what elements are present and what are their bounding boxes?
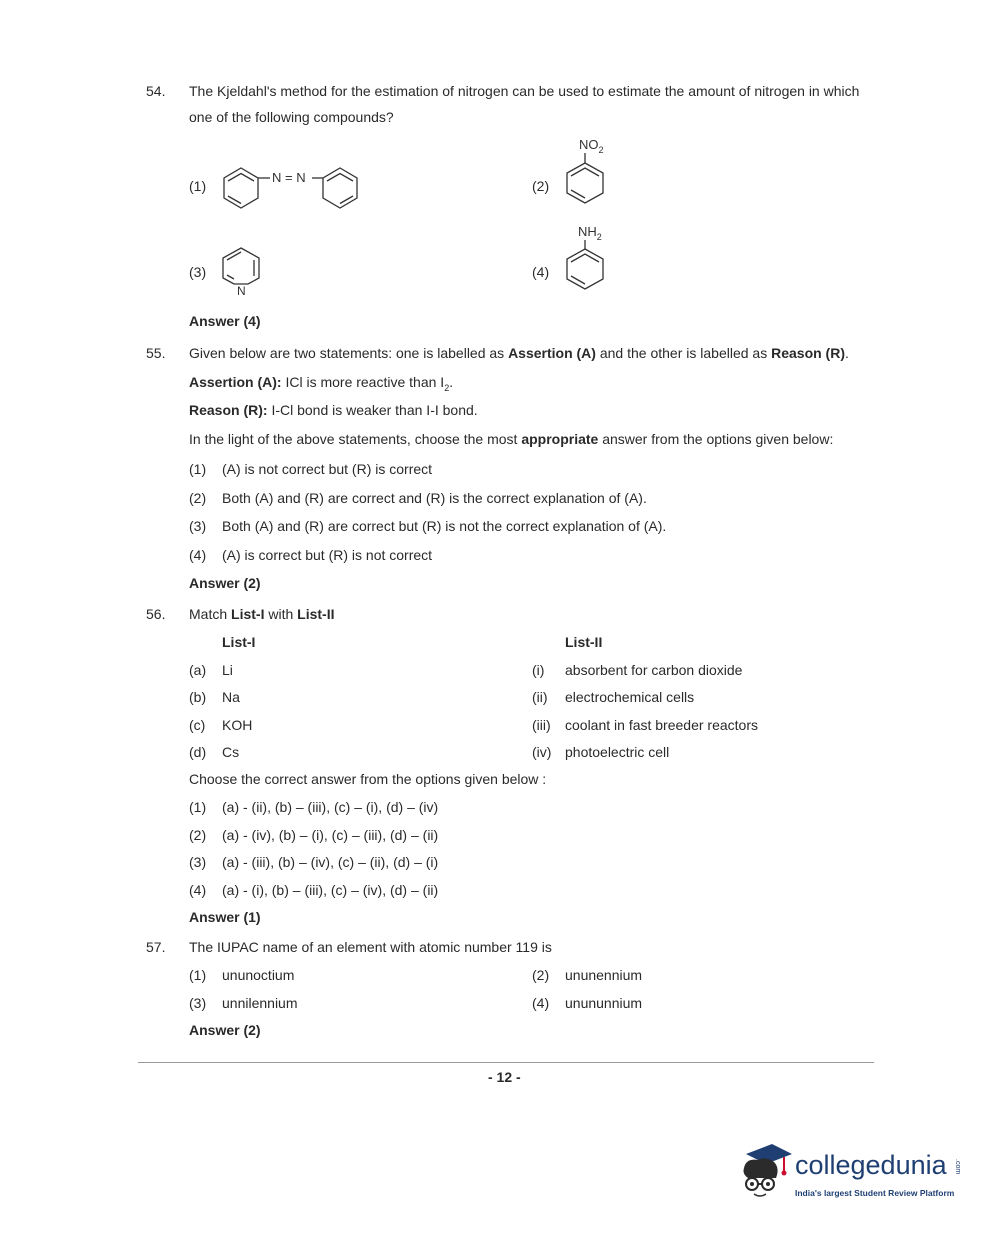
list1-header: List-I: [222, 634, 256, 650]
list2-item-iii-number: (iii): [532, 717, 551, 733]
q55-option-2-number: (2): [189, 490, 207, 506]
q55-answer: Answer (2): [189, 575, 261, 591]
list1-item-d-text: Cs: [222, 744, 240, 760]
q57-answer: Answer (2): [189, 1022, 261, 1038]
list1-item-d-number: (d): [189, 744, 207, 760]
q55-choose-a: In the light of the above statements, choose the most: [189, 431, 522, 447]
q56-intro-list2: List-II: [297, 606, 335, 622]
collegedunia-logo-icon: [736, 1138, 798, 1200]
q56-option-1-text: (a) - (ii), (b) – (iii), (c) – (i), (d) – (iv): [222, 799, 439, 815]
q55-choose-c: answer from the options given below:: [598, 431, 834, 447]
page-number: - 12 -: [488, 1069, 521, 1085]
no2-subscript: 2: [598, 145, 604, 155]
q57-option-1-text: ununoctium: [222, 967, 295, 983]
q56-option-2-number: (2): [189, 827, 207, 843]
q56-option-4-text: (a) - (i), (b) – (iii), (c) – (iv), (d) – (ii): [222, 882, 439, 898]
q55-choose-appropriate: appropriate: [521, 431, 599, 447]
q55-option-1-text: (A) is not correct but (R) is correct: [222, 461, 433, 477]
list2-item-iii-text: coolant in fast breeder reactors: [565, 717, 758, 733]
list2-item-i-number: (i): [532, 662, 545, 678]
list1-item-b-number: (b): [189, 689, 207, 705]
q54-line-2: one of the following compounds?: [189, 109, 394, 125]
pyridine-nitrogen: N: [237, 284, 246, 298]
list2-header: List-II: [565, 634, 603, 650]
q54-option-4-label: (4): [532, 264, 550, 280]
aniline-structure: [560, 220, 620, 296]
list2-item-ii-text: electrochemical cells: [565, 689, 695, 705]
nh2-label: NH: [578, 224, 597, 239]
q57-question: The IUPAC name of an element with atomic number 119 is: [189, 939, 552, 955]
list1-item-b-text: Na: [222, 689, 240, 705]
question-number-55: 55.: [146, 345, 166, 361]
q57-option-3-number: (3): [189, 995, 207, 1011]
q56-intro-c: with: [264, 606, 298, 622]
q55-option-3-number: (3): [189, 518, 207, 534]
assertion-label: Assertion (A):: [189, 374, 282, 390]
list2-item-i-text: absorbent for carbon dioxide: [565, 662, 743, 678]
q56-option-3-text: (a) - (iii), (b) – (iv), (c) – (ii), (d) – (i): [222, 854, 439, 870]
q56-option-4-number: (4): [189, 882, 207, 898]
q56-intro-list1: List-I: [231, 606, 265, 622]
brand-suffix: .com: [954, 1159, 961, 1175]
question-number-54: 54.: [146, 83, 166, 99]
nh2-subscript: 2: [596, 232, 602, 242]
brand-tagline: India's largest Student Review Platform: [795, 1188, 955, 1198]
list2-item-iv-text: photoelectric cell: [565, 744, 670, 760]
list1-item-c-number: (c): [189, 717, 206, 733]
q55-intro: [189, 340, 849, 366]
list2-item-ii-number: (ii): [532, 689, 548, 705]
azobenzene-structure: [215, 160, 365, 216]
q55-intro-c: and the other is labelled as: [595, 345, 772, 361]
reason-text: I-Cl bond is weaker than I-I bond.: [267, 402, 478, 418]
assertion-end: .: [449, 374, 454, 390]
q55-intro-reason: Reason (R): [771, 345, 845, 361]
q55-option-4-number: (4): [189, 547, 207, 563]
assertion-text: ICl is more reactive than I: [281, 374, 445, 390]
q55-option-1-number: (1): [189, 461, 207, 477]
q54-option-2-label: (2): [532, 178, 550, 194]
q56-option-3-number: (3): [189, 854, 207, 870]
nitrobenzene-structure: [560, 134, 620, 210]
q55-choose: [189, 426, 833, 452]
q54-option-1-label: (1): [189, 178, 207, 194]
question-number-56: 56.: [146, 606, 166, 622]
q57-option-2-number: (2): [532, 967, 550, 983]
q56-choose: Choose the correct answer from the options given below :: [189, 771, 547, 787]
list2-item-iv-number: (iv): [532, 744, 552, 760]
q55-option-3-text: Both (A) and (R) are correct but (R) is not the correct explanation of (A).: [222, 518, 667, 534]
list1-item-a-number: (a): [189, 662, 207, 678]
q57-option-3-text: unnilennium: [222, 995, 298, 1011]
reason-label: Reason (R):: [189, 402, 268, 418]
svg-text:NH2: [578, 224, 602, 242]
q54-line-1: The Kjeldahl's method for the estimation of nitrogen can be used to estimate the amount of nitrogen in which: [189, 83, 860, 99]
q57-option-2-text: ununennium: [565, 967, 643, 983]
q57-option-1-number: (1): [189, 967, 207, 983]
list1-item-c-text: KOH: [222, 717, 253, 733]
q57-option-4-text: unununnium: [565, 995, 643, 1011]
q55-reason: [189, 397, 478, 423]
q54-option-3-label: (3): [189, 264, 207, 280]
q55-intro-a: Given below are two statements: one is labelled as: [189, 345, 509, 361]
no2-label: NO: [579, 137, 599, 152]
q56-answer: Answer (1): [189, 909, 261, 925]
q54-answer: Answer (4): [189, 313, 261, 329]
pyridine-structure: [212, 244, 272, 302]
q55-option-4-text: (A) is correct but (R) is not correct: [222, 547, 433, 563]
q56-intro: [189, 601, 335, 627]
footer-divider: [138, 1062, 874, 1063]
q56-option-1-number: (1): [189, 799, 207, 815]
brand-name: collegedunia: [795, 1150, 947, 1180]
q55-intro-assertion: Assertion (A): [508, 345, 596, 361]
azo-label: N = N: [272, 170, 306, 185]
q56-intro-a: Match: [189, 606, 232, 622]
q55-option-2-text: Both (A) and (R) are correct and (R) is the correct explanation of (A).: [222, 490, 647, 506]
q57-option-4-number: (4): [532, 995, 550, 1011]
q56-option-2-text: (a) - (iv), (b) – (i), (c) – (iii), (d) – (ii): [222, 827, 439, 843]
q55-intro-e: .: [845, 345, 849, 361]
list1-item-a-text: Li: [222, 662, 233, 678]
svg-text:NO2: [579, 137, 604, 155]
question-number-57: 57.: [146, 939, 166, 955]
assertion-subscript: 2: [444, 382, 450, 393]
